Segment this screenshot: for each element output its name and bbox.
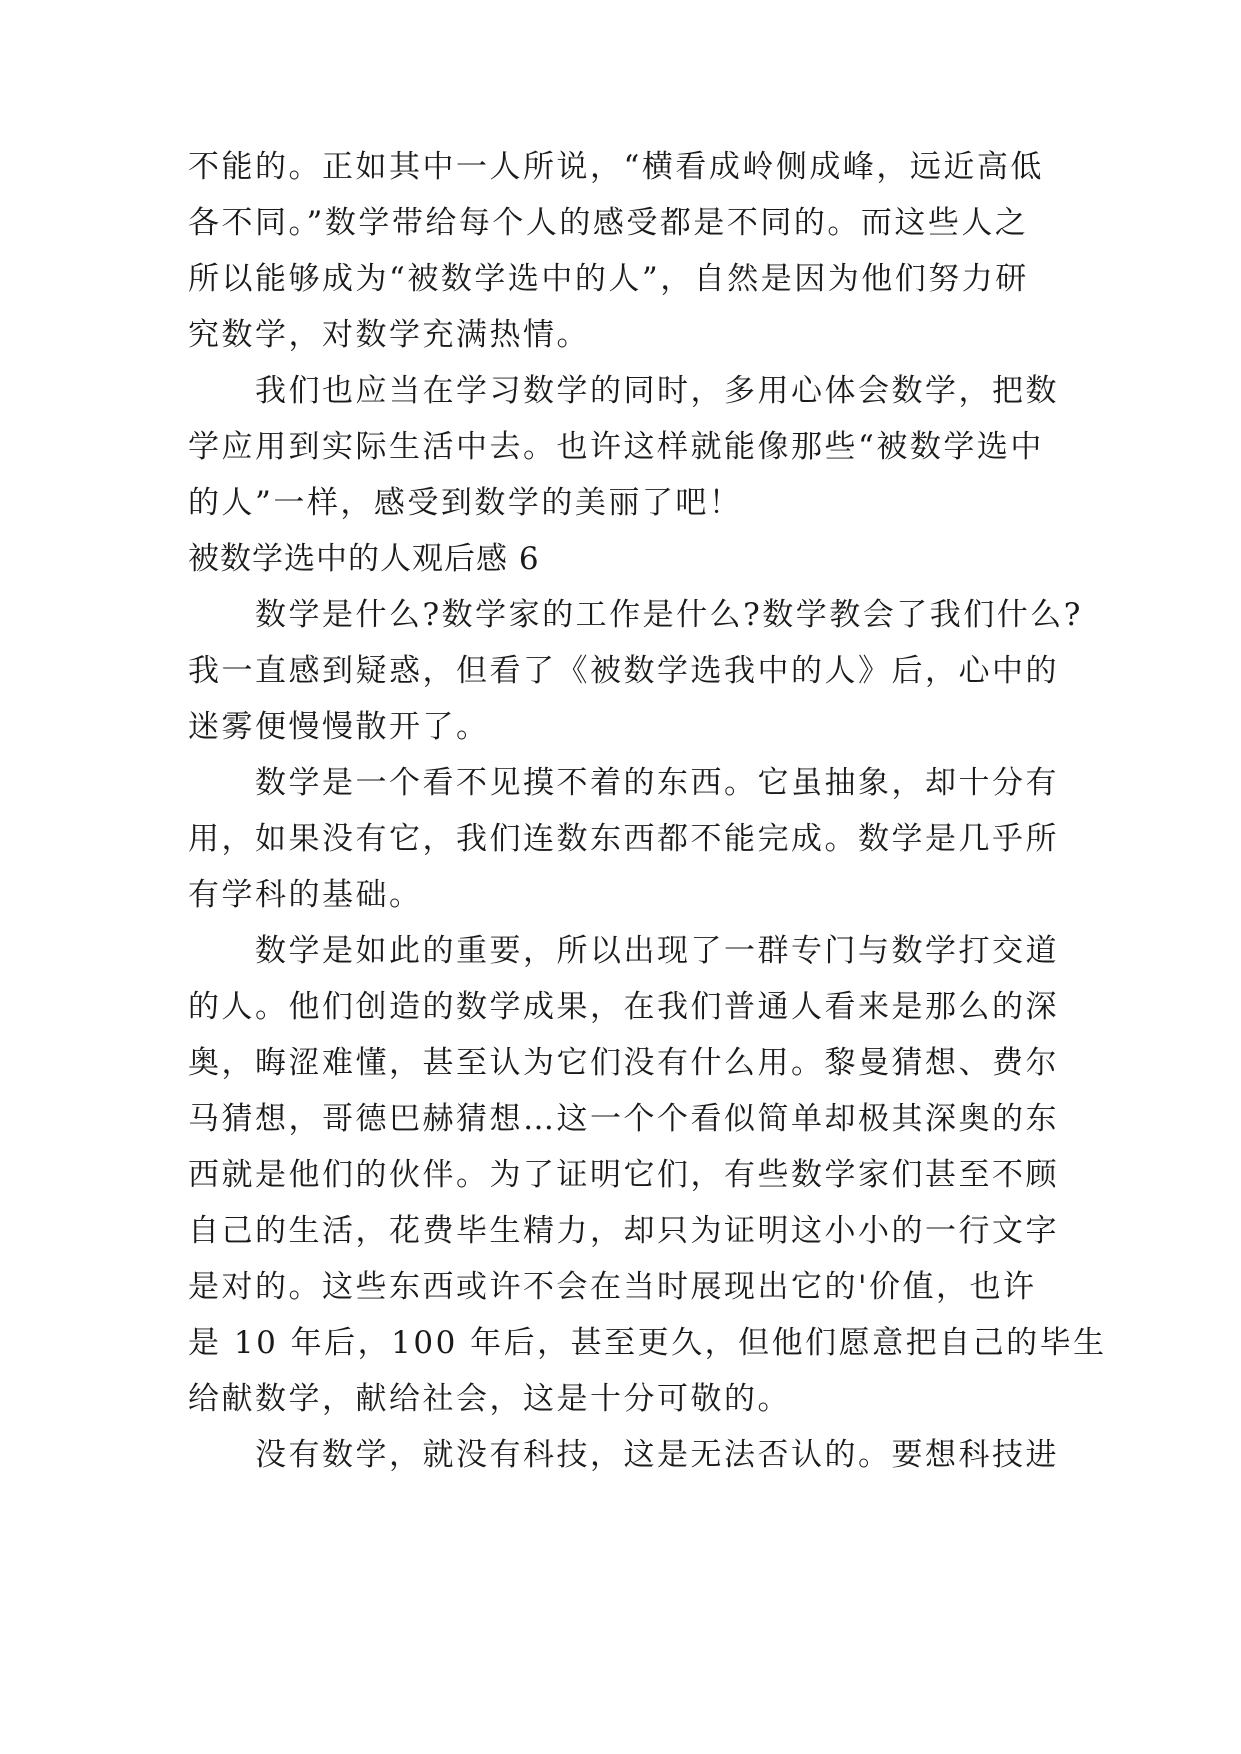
text-line: 有学科的基础。 <box>188 877 423 913</box>
paragraph-first-line: 数学是一个看不见摸不着的东西。它虽抽象，却十分有 <box>255 765 1059 801</box>
text-line: 所以能够成为“被数学选中的人”，自然是因为他们努力研 <box>188 261 1029 297</box>
text-line: 用，如果没有它，我们连数东西都不能完成。数学是几乎所 <box>188 821 1059 857</box>
text-line: 学应用到实际生活中去。也许这样就能像那些“被数学选中 <box>188 429 1044 465</box>
text-line: 自己的生活，花费毕生精力，却只为证明这小小的一行文字 <box>188 1213 1059 1249</box>
text-line: 的人。他们创造的数学成果，在我们普通人看来是那么的深 <box>188 989 1059 1025</box>
text-line: 奥，晦涩难懂，甚至认为它们没有什么用。黎曼猜想、费尔 <box>188 1045 1059 1081</box>
text-line: 的人”一样，感受到数学的美丽了吧！ <box>188 485 743 521</box>
text-line: 马猜想，哥德巴赫猜想…这一个个看似简单却极其深奥的东 <box>188 1101 1059 1137</box>
text-line: 不能的。正如其中一人所说，“横看成岭侧成峰，远近高低 <box>188 149 1044 185</box>
text-line: 各不同。”数学带给每个人的感受都是不同的。而这些人之 <box>188 205 1029 241</box>
text-line: 西就是他们的伙伴。为了证明它们，有些数学家们甚至不顾 <box>188 1157 1059 1193</box>
text-line: 是对的。这些东西或许不会在当时展现出它的'价值，也许 <box>188 1269 1037 1305</box>
text-line: 我一直感到疑惑，但看了《被数学选我中的人》后，心中的 <box>188 653 1059 689</box>
paragraph-first-line: 没有数学，就没有科技，这是无法否认的。要想科技进 <box>255 1437 1059 1473</box>
text-line: 迷雾便慢慢散开了。 <box>188 709 490 745</box>
paragraph-first-line: 数学是如此的重要，所以出现了一群专门与数学打交道 <box>255 933 1059 969</box>
text-line: 给献数学，献给社会，这是十分可敬的。 <box>188 1381 791 1417</box>
paragraph-first-line: 我们也应当在学习数学的同时，多用心体会数学，把数 <box>255 373 1059 409</box>
section-heading: 被数学选中的人观后感 6 <box>188 541 540 577</box>
paragraph-first-line: 数学是什么?数学家的工作是什么?数学教会了我们什么? <box>255 597 1083 633</box>
text-line: 是 10 年后，100 年后，甚至更久，但他们愿意把自己的毕生 <box>188 1325 1107 1361</box>
text-line: 究数学，对数学充满热情。 <box>188 317 590 353</box>
